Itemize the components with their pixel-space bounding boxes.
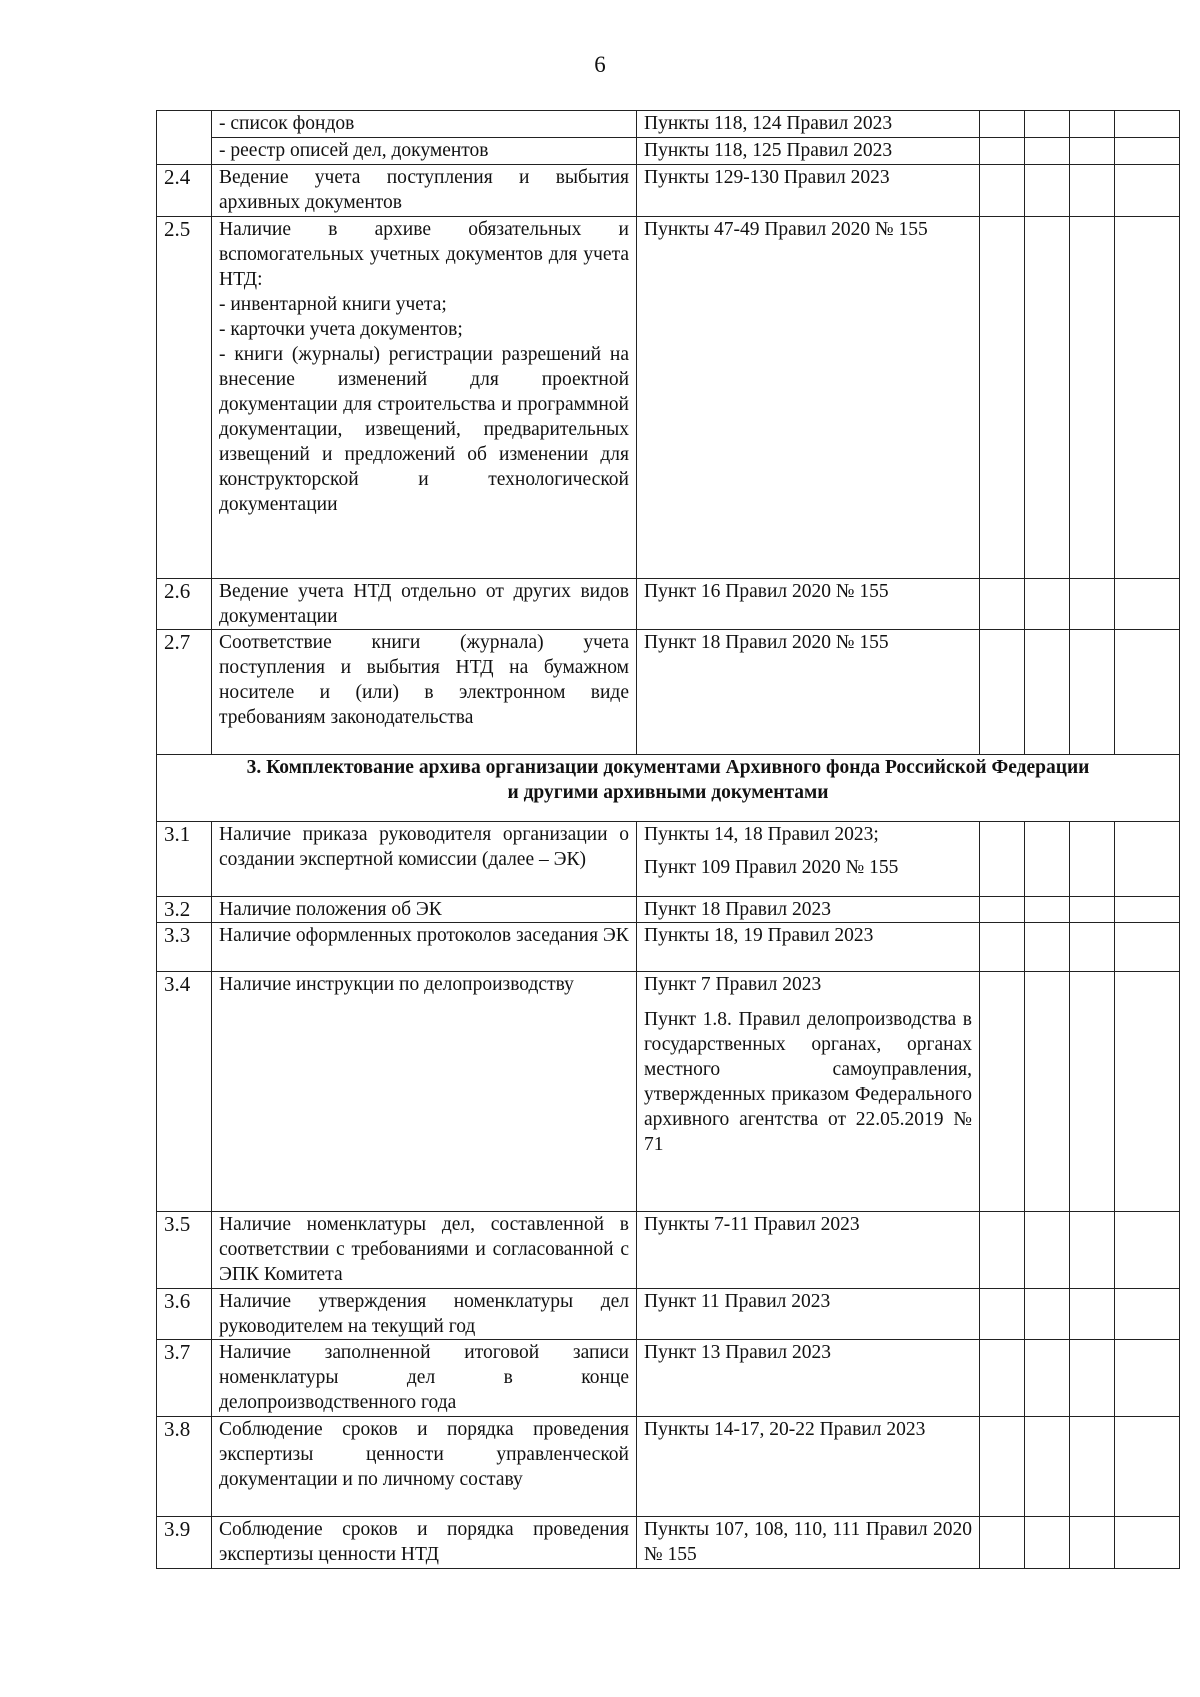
row-number: 2.6	[157, 579, 212, 630]
legal-reference	[637, 972, 980, 1212]
table-row	[157, 138, 1180, 165]
table-row	[157, 579, 1180, 630]
row-number: 2.4	[157, 165, 212, 217]
check-cell	[980, 1212, 1025, 1289]
row-number: 2.5	[157, 217, 212, 579]
check-cell	[1070, 165, 1115, 217]
row-number: 3.9	[157, 1517, 212, 1569]
legal-reference-line: Пункты 14, 18 Правил 2023;	[644, 824, 879, 845]
row-number: 2.7	[157, 630, 212, 755]
page-number: 6	[594, 52, 606, 77]
legal-reference: Пункт 16 Правил 2020 № 155	[637, 579, 980, 630]
check-cell	[980, 1289, 1025, 1340]
check-cell	[1115, 1212, 1180, 1289]
legal-reference: Пункты 14-17, 20-22 Правил 2023	[637, 1417, 980, 1517]
check-cell	[1115, 972, 1180, 1212]
legal-reference: Пункты 18, 19 Правил 2023	[637, 923, 980, 972]
check-cell	[980, 111, 1025, 138]
check-cell	[1115, 923, 1180, 972]
row-number: 3.6	[157, 1289, 212, 1340]
table-row	[157, 1340, 1180, 1417]
table-row	[157, 755, 1180, 822]
check-cell	[1070, 972, 1115, 1212]
check-cell	[1025, 1517, 1070, 1569]
check-cell	[1070, 111, 1115, 138]
inspection-checklist-table	[156, 110, 1180, 1569]
check-cell	[980, 165, 1025, 217]
check-cell	[1025, 1417, 1070, 1517]
check-cell	[1070, 1517, 1115, 1569]
requirement-text: Наличие инструкции по делопроизводству	[212, 972, 637, 1212]
section-heading	[157, 755, 1180, 822]
check-cell	[1070, 1212, 1115, 1289]
check-cell	[1115, 217, 1180, 579]
requirement-text: Соблюдение сроков и порядка проведения экспертизы ценности НТД	[212, 1517, 637, 1569]
requirement-text: Наличие оформленных протоколов заседания ЭК	[212, 923, 637, 972]
check-cell	[1115, 1517, 1180, 1569]
table-row	[157, 1289, 1180, 1340]
check-cell	[980, 972, 1025, 1212]
check-cell	[980, 217, 1025, 579]
requirement-text: Наличие положения об ЭК	[212, 897, 637, 923]
check-cell	[1025, 217, 1070, 579]
check-cell	[1070, 579, 1115, 630]
check-cell	[1070, 138, 1115, 165]
check-cell	[1070, 630, 1115, 755]
check-cell	[1115, 1289, 1180, 1340]
table-row	[157, 165, 1180, 217]
table-row	[157, 1417, 1180, 1517]
check-cell	[1070, 1417, 1115, 1517]
check-cell	[1025, 111, 1070, 138]
table-row	[157, 897, 1180, 923]
check-cell	[1115, 1417, 1180, 1517]
check-cell	[1025, 1340, 1070, 1417]
section-heading-line: и другими архивными документами	[507, 782, 829, 803]
row-number	[157, 111, 212, 165]
check-cell	[1025, 1289, 1070, 1340]
check-cell	[1025, 138, 1070, 165]
requirement-text: - список фондов	[212, 111, 637, 138]
legal-reference: Пункты 118, 124 Правил 2023	[637, 111, 980, 138]
table-row	[157, 972, 1180, 1212]
check-cell	[980, 923, 1025, 972]
legal-reference	[637, 822, 980, 897]
table-row	[157, 111, 1180, 138]
row-number: 3.7	[157, 1340, 212, 1417]
check-cell	[1025, 897, 1070, 923]
check-cell	[1115, 579, 1180, 630]
legal-reference-line: Пункт 109 Правил 2020 № 155	[644, 857, 899, 878]
legal-reference: Пункты 7-11 Правил 2023	[637, 1212, 980, 1289]
row-number: 3.3	[157, 923, 212, 972]
requirement-list-item: - книги (журналы) регистрации разрешений на внесение изменений для проектной документации для строительства и программной документации, извещений, предварительных извещений и предложений об изменении для конструкторской и технологической документации	[219, 344, 629, 515]
check-cell	[1070, 1340, 1115, 1417]
check-cell	[1025, 972, 1070, 1212]
legal-reference: Пункт 18 Правил 2023	[637, 897, 980, 923]
check-cell	[1115, 165, 1180, 217]
check-cell	[1025, 579, 1070, 630]
legal-reference: Пункт 13 Правил 2023	[637, 1340, 980, 1417]
requirement-text: Наличие номенклатуры дел, составленной в соответствии с требованиями и согласованной с ЭПК Комитета	[212, 1212, 637, 1289]
check-cell	[1115, 111, 1180, 138]
legal-reference: Пункты 129-130 Правил 2023	[637, 165, 980, 217]
table-row	[157, 923, 1180, 972]
check-cell	[980, 1340, 1025, 1417]
requirement-intro: Наличие в архиве обязательных и вспомогательных учетных документов для учета НТД:	[219, 219, 629, 290]
check-cell	[980, 822, 1025, 897]
check-cell	[1070, 1289, 1115, 1340]
legal-reference: Пункт 11 Правил 2023	[637, 1289, 980, 1340]
check-cell	[1115, 630, 1180, 755]
requirement-text: Наличие приказа руководителя организации о создании экспертной комиссии (далее – ЭК)	[212, 822, 637, 897]
check-cell	[980, 1517, 1025, 1569]
row-number: 3.2	[157, 897, 212, 923]
requirement-text: - реестр описей дел, документов	[212, 138, 637, 165]
requirement-list-item: - карточки учета документов;	[219, 319, 463, 340]
legal-reference: Пункты 107, 108, 110, 111 Правил 2020 № 155	[637, 1517, 980, 1569]
requirement-text: Ведение учета НТД отдельно от других видов документации	[212, 579, 637, 630]
row-number: 3.5	[157, 1212, 212, 1289]
check-cell	[1070, 822, 1115, 897]
legal-reference: Пункты 47-49 Правил 2020 № 155	[637, 217, 980, 579]
requirement-text: Наличие заполненной итоговой записи номенклатуры дел в конце делопроизводственного года	[212, 1340, 637, 1417]
table-row	[157, 1212, 1180, 1289]
requirement-text: Ведение учета поступления и выбытия архивных документов	[212, 165, 637, 217]
table-row	[157, 822, 1180, 897]
table-row	[157, 630, 1180, 755]
table-row	[157, 1517, 1180, 1569]
check-cell	[1070, 217, 1115, 579]
row-number: 3.4	[157, 972, 212, 1212]
check-cell	[1025, 1212, 1070, 1289]
requirement-text: Соответствие книги (журнала) учета поступления и выбытия НТД на бумажном носителе и (или) в электронном виде требованиям законодательства	[212, 630, 637, 755]
check-cell	[1070, 897, 1115, 923]
check-cell	[1115, 1340, 1180, 1417]
check-cell	[1115, 822, 1180, 897]
requirement-text: Наличие утверждения номенклатуры дел руководителем на текущий год	[212, 1289, 637, 1340]
section-heading-line: 3. Комплектование архива организации документами Архивного фонда Российской Федерации	[246, 757, 1090, 778]
legal-reference: Пункты 118, 125 Правил 2023	[637, 138, 980, 165]
requirement-text: Соблюдение сроков и порядка проведения экспертизы ценности управленческой документации и по личному составу	[212, 1417, 637, 1517]
legal-reference: Пункт 18 Правил 2020 № 155	[637, 630, 980, 755]
table-row	[157, 217, 1180, 579]
check-cell	[980, 897, 1025, 923]
check-cell	[1115, 897, 1180, 923]
check-cell	[1115, 138, 1180, 165]
row-number: 3.1	[157, 822, 212, 897]
check-cell	[1070, 923, 1115, 972]
requirement-list-item: - инвентарной книги учета;	[219, 294, 447, 315]
check-cell	[980, 1417, 1025, 1517]
check-cell	[1025, 165, 1070, 217]
row-number: 3.8	[157, 1417, 212, 1517]
check-cell	[1025, 822, 1070, 897]
check-cell	[980, 138, 1025, 165]
check-cell	[980, 579, 1025, 630]
legal-reference-line: Пункт 1.8. Правил делопроизводства в государственных органах, органах местного самоуправления, утвержденных приказом Федерального архивного агентства от 22.05.2019 № 71	[644, 1009, 972, 1155]
check-cell	[1025, 923, 1070, 972]
legal-reference-line: Пункт 7 Правил 2023	[644, 974, 822, 995]
check-cell	[980, 630, 1025, 755]
check-cell	[1025, 630, 1070, 755]
requirement-text	[212, 217, 637, 579]
